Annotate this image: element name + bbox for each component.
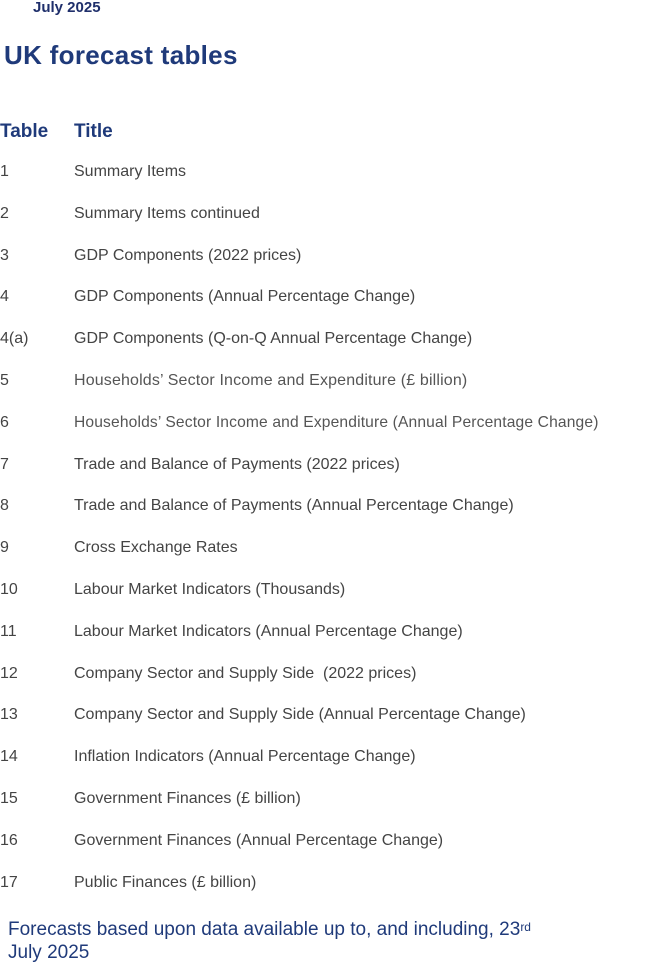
table-title-link[interactable]: Inflation Indicators (Annual Percentage Change) bbox=[74, 748, 416, 766]
table-row[interactable] bbox=[0, 663, 650, 705]
table-title-link[interactable]: Households’ Sector Income and Expenditure (£ billion) bbox=[74, 371, 468, 389]
table-title-link[interactable]: Company Sector and Supply Side (Annual Percentage Change) bbox=[74, 706, 526, 724]
table-number: 7 bbox=[0, 455, 9, 473]
table-number: 12 bbox=[0, 664, 18, 682]
table-row[interactable] bbox=[0, 537, 650, 579]
table-number: 8 bbox=[0, 497, 9, 515]
column-header-table: Table bbox=[0, 121, 49, 142]
table-row[interactable] bbox=[0, 203, 650, 245]
table-title-link[interactable]: Summary Items continued bbox=[74, 204, 260, 222]
table-title-link[interactable]: GDP Components (Q-on-Q Annual Percentage Change) bbox=[74, 330, 473, 348]
table-number: 16 bbox=[0, 831, 18, 849]
table-row[interactable] bbox=[0, 454, 650, 496]
table-title-link[interactable]: Government Finances (£ billion) bbox=[74, 789, 301, 807]
table-number: 11 bbox=[0, 622, 17, 640]
table-number: 17 bbox=[0, 873, 18, 891]
table-number: 10 bbox=[0, 580, 18, 598]
table-number: 15 bbox=[0, 789, 18, 807]
report-date: July 2025 bbox=[33, 0, 101, 16]
forecast-note bbox=[8, 918, 531, 964]
table-row[interactable] bbox=[0, 704, 650, 746]
forecast-note-text: Forecasts based upon data available up to, and including, 23 bbox=[8, 919, 521, 940]
table-title-link[interactable]: Households’ Sector Income and Expenditure (Annual Percentage Change) bbox=[74, 413, 599, 431]
table-number: 1 bbox=[0, 163, 9, 180]
table-title-link[interactable]: Company Sector and Supply Side (2022 prices) bbox=[74, 664, 417, 682]
page-title: UK forecast tables bbox=[4, 40, 238, 70]
table-number: 9 bbox=[0, 539, 9, 557]
table-number: 6 bbox=[0, 413, 9, 431]
table-row[interactable] bbox=[0, 495, 650, 537]
table-number: 3 bbox=[0, 246, 9, 264]
table-number: 5 bbox=[0, 371, 9, 389]
table-row[interactable] bbox=[0, 830, 650, 872]
forecast-note-date: July 2025 bbox=[8, 942, 90, 963]
table-number: 13 bbox=[0, 706, 18, 724]
table-number: 4 bbox=[0, 288, 9, 306]
table-number: 14 bbox=[0, 748, 18, 766]
table-list bbox=[0, 161, 650, 913]
table-row[interactable] bbox=[0, 370, 650, 412]
column-header-title: Title bbox=[74, 121, 113, 142]
table-title-link[interactable]: Labour Market Indicators (Annual Percentage Change) bbox=[74, 622, 463, 640]
table-row[interactable] bbox=[0, 872, 650, 914]
table-number: 2 bbox=[0, 204, 9, 222]
table-row[interactable] bbox=[0, 161, 650, 203]
table-row[interactable] bbox=[0, 788, 650, 830]
table-row[interactable] bbox=[0, 746, 650, 788]
table-row[interactable] bbox=[0, 621, 650, 663]
table-title-link[interactable]: Summary Items bbox=[74, 163, 187, 180]
table-title-link[interactable]: Cross Exchange Rates bbox=[74, 539, 238, 557]
table-title-link[interactable]: GDP Components (Annual Percentage Change) bbox=[74, 288, 416, 306]
table-title-link[interactable]: Public Finances (£ billion) bbox=[74, 873, 257, 891]
table-row[interactable] bbox=[0, 412, 650, 454]
table-row[interactable] bbox=[0, 245, 650, 287]
table-row[interactable] bbox=[0, 328, 650, 370]
table-title-link[interactable]: Trade and Balance of Payments (Annual Percentage Change) bbox=[74, 497, 514, 515]
ordinal-suffix: rd bbox=[520, 920, 531, 934]
table-title-link[interactable]: GDP Components (2022 prices) bbox=[74, 246, 302, 264]
table-row[interactable] bbox=[0, 579, 650, 621]
table-number: 4(a) bbox=[0, 330, 29, 348]
table-title-link[interactable]: Labour Market Indicators (Thousands) bbox=[74, 580, 346, 598]
table-title-link[interactable]: Trade and Balance of Payments (2022 prices) bbox=[74, 455, 400, 473]
table-row[interactable] bbox=[0, 286, 650, 328]
table-title-link[interactable]: Government Finances (Annual Percentage Change) bbox=[74, 831, 444, 849]
